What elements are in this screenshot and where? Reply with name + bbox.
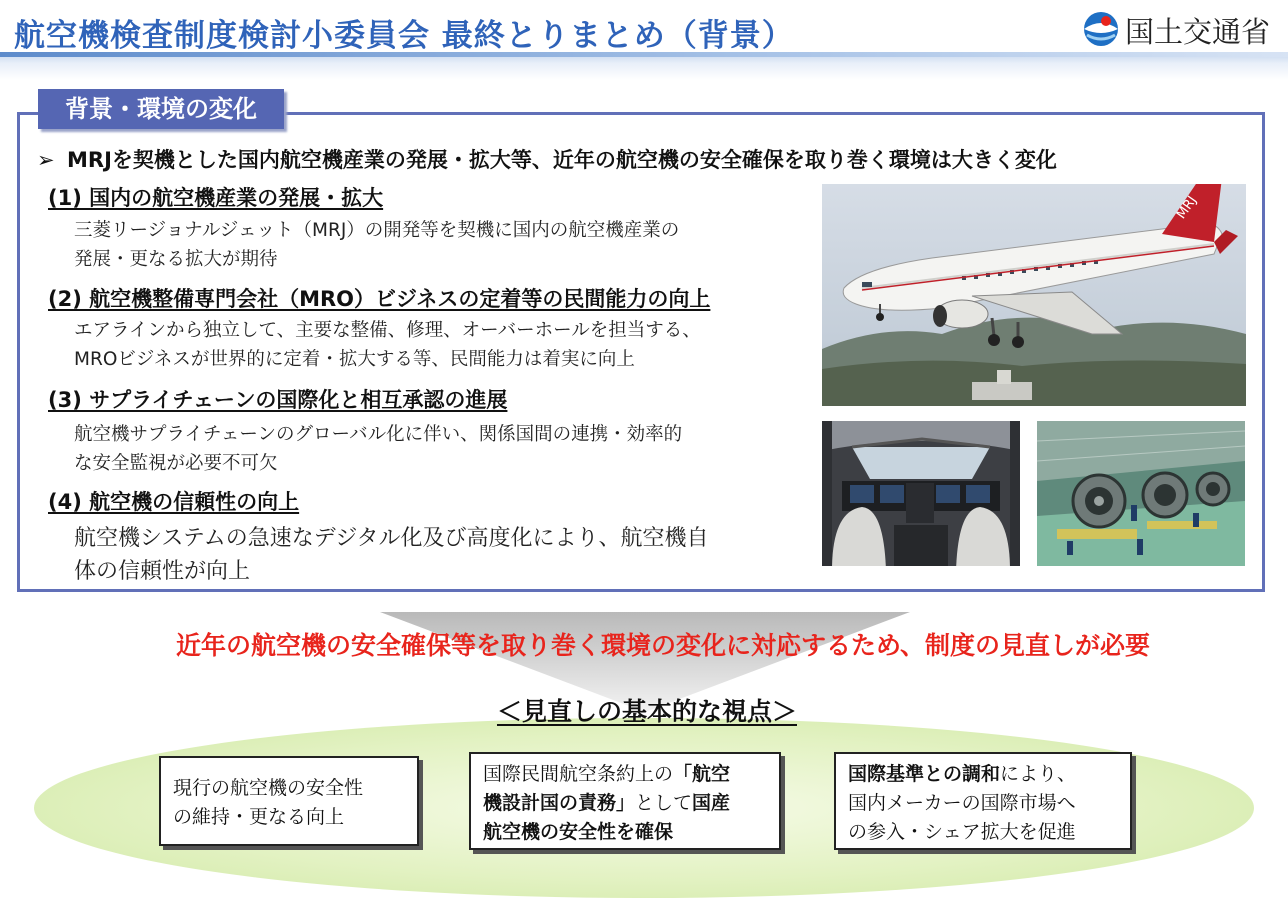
viewpoint-2-line-2b: として [635,792,693,814]
item-4-heading: (4) 航空機の信頼性の向上 [48,490,300,514]
viewpoint-3-line-1a: 国際基準との調和 [848,763,1001,785]
viewpoint-2-line-2c: 国産 [692,792,731,814]
aircraft-photo [822,184,1246,406]
viewpoint-2-line-1b: 「航空 [673,763,731,785]
item-3-line-2: な安全監視が必要不可欠 [74,453,278,474]
viewpoint-1-line-2: の維持・更なる向上 [173,806,345,828]
viewpoint-box-1 [159,756,419,846]
item-3-line-1: 航空機サプライチェーンのグローバル化に伴い、関係国間の連携・効率的 [74,424,683,445]
maintenance-photo [1037,421,1245,566]
conclusion-text: 近年の航空機の安全確保等を取り巻く環境の変化に対応するため、制度の見直しが必要 [175,631,1150,660]
viewpoint-2-line-3: 航空機の安全性を確保 [483,821,674,843]
item-1-heading: (1) 国内の航空機産業の発展・拡大 [48,186,384,210]
background-tab: 背景・環境の変化 [38,89,284,129]
viewpoint-1-line-1: 現行の航空機の安全性 [173,777,364,799]
viewpoint-3-line-2: 国内メーカーの国際市場へ [848,792,1076,814]
viewpoint-2-line-1a: 国際民間航空条約上の [483,763,674,785]
item-2-line-1: エアラインから独立して、主要な整備、修理、オーバーホールを担当する、 [74,320,701,341]
viewpoint-3-line-1b: により、 [1000,763,1077,785]
item-2-line-2: MROビジネスが世界的に定着・拡大する等、民間能力は着実に向上 [74,349,635,370]
lead-statement [37,144,1057,174]
item-1-line-2: 発展・更なる拡大が期待 [74,249,278,270]
item-2-heading: (2) 航空機整備専門会社（MRO）ビジネスの定着等の民間能力の向上 [48,287,711,311]
ministry-name: 国土交通省 [1125,15,1271,49]
cockpit-photo [822,421,1020,566]
item-4-line-1: 航空機システムの急速なデジタル化及び高度化により、航空機自 [74,526,709,551]
viewpoint-title [0,692,1288,728]
item-1-line-1: 三菱リージョナルジェット（MRJ）の開発等を契機に国内の航空機産業の [74,220,680,241]
page-title: 航空機検査制度検討小委員会 最終とりまとめ（背景） [14,18,794,54]
aircraft-tail-text: MRJ [1173,193,1201,222]
viewpoint-box-3 [834,752,1132,850]
item-3-heading: (3) サプライチェーンの国際化と相互承認の進展 [48,388,508,412]
viewpoint-2-line-2a: 機設計国の責務」 [483,792,636,814]
item-4-line-2: 体の信頼性が向上 [74,559,251,584]
title-rule [0,54,1288,80]
arrow-bullet-icon: ➢ [37,148,55,172]
viewpoint-3-line-3: の参入・シェア拡大を促進 [848,821,1076,843]
lead-text: MRJを契機とした国内航空機産業の発展・拡大等、近年の航空機の安全確保を取り巻く環境は大きく変化 [67,148,1057,172]
viewpoint-title-text: ＜見直しの基本的な視点＞ [496,697,797,726]
viewpoint-box-2 [469,752,781,850]
